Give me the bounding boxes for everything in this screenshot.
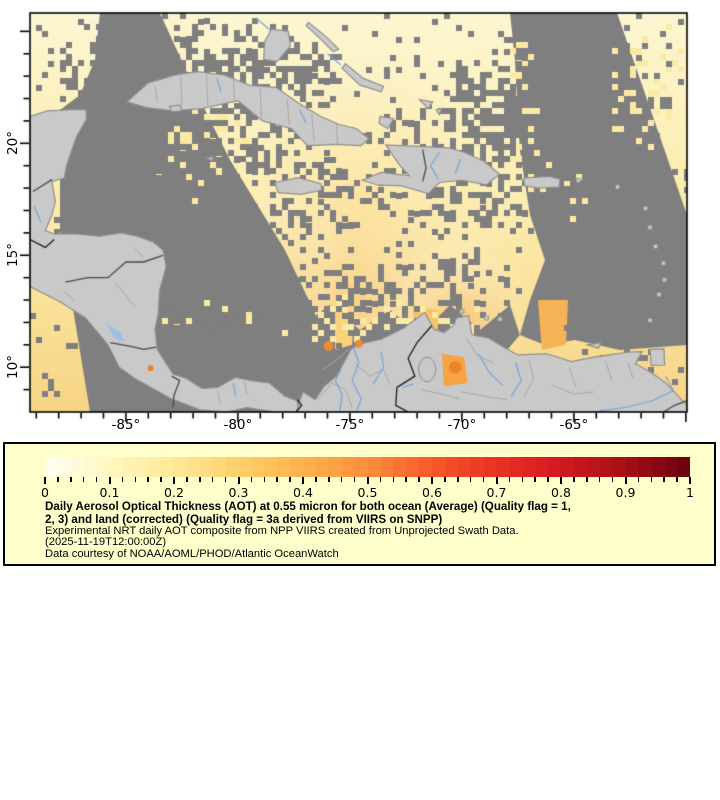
colorbar-tick-label: 0.6 xyxy=(422,485,442,500)
colorbar-segment xyxy=(342,457,355,477)
colorbar-segment xyxy=(45,457,58,477)
colorbar-tick xyxy=(147,477,149,482)
colorbar-tick-label: 0.7 xyxy=(486,485,507,500)
colorbar-segment xyxy=(484,457,497,477)
caption-bold-line2: 2, 3) and land (corrected) (Quality flag = 3a derived from VIIRS on SNPP) xyxy=(45,512,443,526)
colorbar-tick-label: 0.4 xyxy=(293,485,313,500)
colorbar-segment xyxy=(561,457,574,477)
colorbar-segment xyxy=(471,457,484,477)
colorbar-segment xyxy=(226,457,239,477)
colorbar-tick-label: 0 xyxy=(41,485,49,500)
colorbar-segment xyxy=(393,457,406,477)
colorbar-tick xyxy=(418,477,420,482)
colorbar-tick xyxy=(57,477,59,482)
colorbar-tick xyxy=(689,477,691,484)
colorbar-tick xyxy=(83,477,85,482)
caption-line4: (2025-11-19T12:00:00Z) xyxy=(45,536,167,549)
colorbar-tick xyxy=(599,477,601,482)
colorbar-tick xyxy=(457,477,459,482)
colorbar-tick xyxy=(431,477,433,484)
colorbar-segment xyxy=(510,457,523,477)
colorbar-segment xyxy=(574,457,587,477)
colorbar-tick xyxy=(483,477,485,482)
colorbar-segment xyxy=(639,457,652,477)
x-tick-label: -65° xyxy=(559,417,589,433)
colorbar-tick xyxy=(135,477,137,482)
colorbar-segment xyxy=(161,457,174,477)
colorbar-tick xyxy=(328,477,330,482)
colorbar-tick xyxy=(496,477,498,484)
colorbar-segment xyxy=(303,457,316,477)
colorbar-tick xyxy=(380,477,382,482)
colorbar-tick xyxy=(186,477,188,482)
colorbar-tick-label: 1 xyxy=(686,485,694,500)
colorbar-segment xyxy=(381,457,394,477)
colorbar-tick xyxy=(289,477,291,482)
colorbar-tick xyxy=(405,477,407,482)
y-axis-tick-labels xyxy=(0,0,30,436)
colorbar-segment xyxy=(497,457,510,477)
y-tick-label: 15° xyxy=(5,243,21,268)
colorbar-segment xyxy=(355,457,368,477)
legend-caption xyxy=(45,501,695,560)
colorbar-segment xyxy=(277,457,290,477)
y-tick-label: 10° xyxy=(5,355,21,380)
colorbar-tick-label: 0.1 xyxy=(99,485,120,500)
colorbar-segment xyxy=(406,457,419,477)
y-tick-label: 20° xyxy=(5,131,21,156)
colorbar-segment xyxy=(626,457,639,477)
colorbar-tick xyxy=(444,477,446,482)
legend-panel xyxy=(3,442,716,566)
colorbar-tick xyxy=(586,477,588,482)
colorbar-tick xyxy=(470,477,472,482)
colorbar-tick xyxy=(225,477,227,482)
colorbar-tick xyxy=(251,477,253,482)
colorbar-tick xyxy=(573,477,575,482)
colorbar-segment xyxy=(652,457,665,477)
colorbar-segment xyxy=(239,457,252,477)
colorbar-tick xyxy=(522,477,524,482)
colorbar-tick xyxy=(612,477,614,482)
colorbar-segment xyxy=(535,457,548,477)
colorbar-segment xyxy=(329,457,342,477)
colorbar-tick xyxy=(302,477,304,484)
colorbar-segment xyxy=(200,457,213,477)
colorbar-tick xyxy=(393,477,395,482)
colorbar-segment xyxy=(252,457,265,477)
colorbar-tick xyxy=(625,477,627,484)
colorbar-segment xyxy=(213,457,226,477)
colorbar-segment xyxy=(187,457,200,477)
colorbar-tick xyxy=(109,477,111,484)
colorbar-tick xyxy=(354,477,356,482)
colorbar-segment xyxy=(264,457,277,477)
caption-line5: Data courtesy of NOAA/AOML/PHOD/Atlantic OceanWatch xyxy=(45,547,339,560)
colorbar-segment xyxy=(135,457,148,477)
colorbar-tick xyxy=(212,477,214,482)
colorbar-segment xyxy=(58,457,71,477)
colorbar-segment xyxy=(110,457,123,477)
colorbar-segment xyxy=(174,457,187,477)
colorbar-tick xyxy=(70,477,72,482)
colorbar-tick xyxy=(341,477,343,482)
x-tick-label: -75° xyxy=(335,417,365,433)
x-tick-label: -85° xyxy=(111,417,141,433)
colorbar-tick xyxy=(315,477,317,482)
colorbar-segment xyxy=(419,457,432,477)
colorbar-tick xyxy=(264,477,266,482)
colorbar-tick xyxy=(173,477,175,484)
x-tick-label: -80° xyxy=(223,417,253,433)
colorbar-segment xyxy=(71,457,84,477)
colorbar-tick-label: 0.2 xyxy=(164,485,184,500)
colorbar xyxy=(45,457,690,477)
colorbar-segment xyxy=(316,457,329,477)
caption-line3: Experimental NRT daily AOT composite from NPP VIIRS created from Unprojected Swath Data. xyxy=(45,525,519,537)
colorbar-segment xyxy=(677,457,690,477)
colorbar-segment xyxy=(97,457,110,477)
colorbar-segment xyxy=(290,457,303,477)
colorbar-tick xyxy=(547,477,549,482)
colorbar-tick xyxy=(560,477,562,484)
colorbar-segment xyxy=(432,457,445,477)
colorbar-segment xyxy=(458,457,471,477)
colorbar-tick xyxy=(651,477,653,482)
colorbar-tick xyxy=(160,477,162,482)
colorbar-tick-label: 0.9 xyxy=(615,485,636,500)
colorbar-segment xyxy=(600,457,613,477)
colorbar-segment xyxy=(368,457,381,477)
colorbar-segment xyxy=(148,457,161,477)
colorbar-tick xyxy=(638,477,640,482)
colorbar-tick-label: 0.8 xyxy=(551,485,571,500)
colorbar-tick xyxy=(96,477,98,482)
colorbar-tick xyxy=(663,477,665,482)
colorbar-segment xyxy=(548,457,561,477)
colorbar-tick xyxy=(44,477,46,484)
colorbar-segment xyxy=(122,457,135,477)
colorbar-segment xyxy=(523,457,536,477)
colorbar-tick-label: 0.3 xyxy=(228,485,249,500)
colorbar-segment xyxy=(445,457,458,477)
colorbar-segment xyxy=(84,457,97,477)
x-axis-tick-labels xyxy=(0,417,720,433)
colorbar-tick xyxy=(199,477,201,482)
colorbar-segment xyxy=(613,457,626,477)
colorbar-tick xyxy=(276,477,278,482)
colorbar-tick xyxy=(122,477,124,482)
colorbar-tick xyxy=(509,477,511,482)
x-tick-label: -70° xyxy=(447,417,477,433)
colorbar-tick-label: 0.5 xyxy=(357,485,378,500)
colorbar-tick xyxy=(534,477,536,482)
caption-bold-line1: Daily Aerosol Optical Thickness (AOT) at 0.55 micron for both ocean (Average) (Quality flag = 1, xyxy=(45,500,571,513)
colorbar-segment xyxy=(665,457,678,477)
colorbar-tick xyxy=(367,477,369,484)
colorbar-tick xyxy=(238,477,240,484)
colorbar-segment xyxy=(587,457,600,477)
colorbar-tick xyxy=(676,477,678,482)
